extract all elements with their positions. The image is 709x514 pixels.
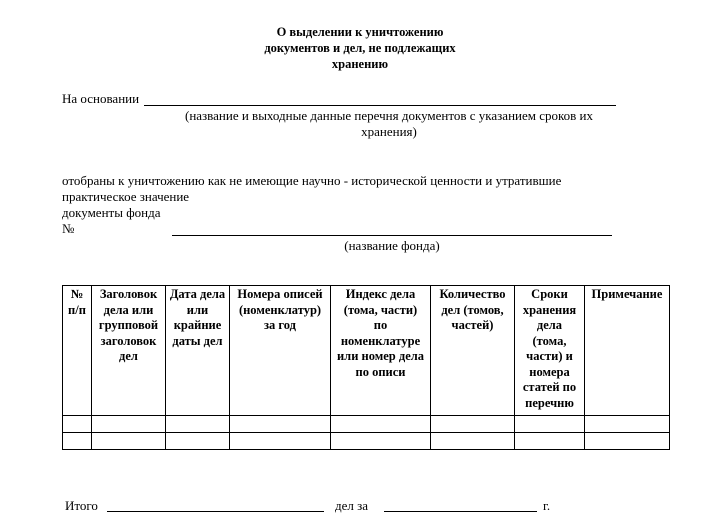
total-label: Итого [65, 498, 98, 513]
title-line-2: документов и дел, не подлежащих [264, 41, 456, 55]
basis-underline [144, 105, 616, 106]
header-case-date: Дата дела или крайние даты дел [166, 286, 230, 416]
basis-caption-line-1: (название и выходные данные перечня документов с указанием сроков их [184, 108, 594, 123]
fund-underline [172, 235, 612, 236]
basis-caption-line-2: хранения) [361, 124, 417, 139]
total-cases-label: дел за [335, 498, 369, 513]
selected-text-line-2: практическое значение [62, 189, 190, 204]
fund-caption: (название фонда) [344, 238, 440, 253]
title-line-1: О выделении к уничтожению [276, 25, 444, 39]
header-note: Примечание [585, 286, 670, 416]
table-row [63, 433, 670, 450]
table-header-row [63, 286, 670, 416]
header-case-index: Индекс дела (тома, части) по номенклатуре или номер дела по описи [331, 286, 431, 416]
total-year-label: г. [543, 498, 551, 513]
destruction-table [62, 285, 670, 450]
selected-text-line-1: отобраны к уничтожению как не имеющие научно - исторической ценности и утратившие [62, 173, 562, 188]
header-inventory-numbers: Номера описей (номенклатур) за год [230, 286, 331, 416]
header-case-count: Количество дел (томов, частей) [431, 286, 515, 416]
fund-label: документы фонда [62, 205, 161, 220]
total-year-underline [384, 511, 537, 512]
header-number: № п/п [63, 286, 92, 416]
document-title [220, 24, 500, 72]
total-count-underline [107, 511, 324, 512]
fund-number-label: № [62, 221, 75, 236]
title-line-3: хранению [331, 57, 389, 71]
header-retention-period: Сроки хранения дела (тома, части) и номера статей по перечню [515, 286, 585, 416]
basis-label: На основании [62, 91, 140, 106]
header-case-title: Заголовок дела или групповой заголовок дел [92, 286, 166, 416]
table-row [63, 416, 670, 433]
